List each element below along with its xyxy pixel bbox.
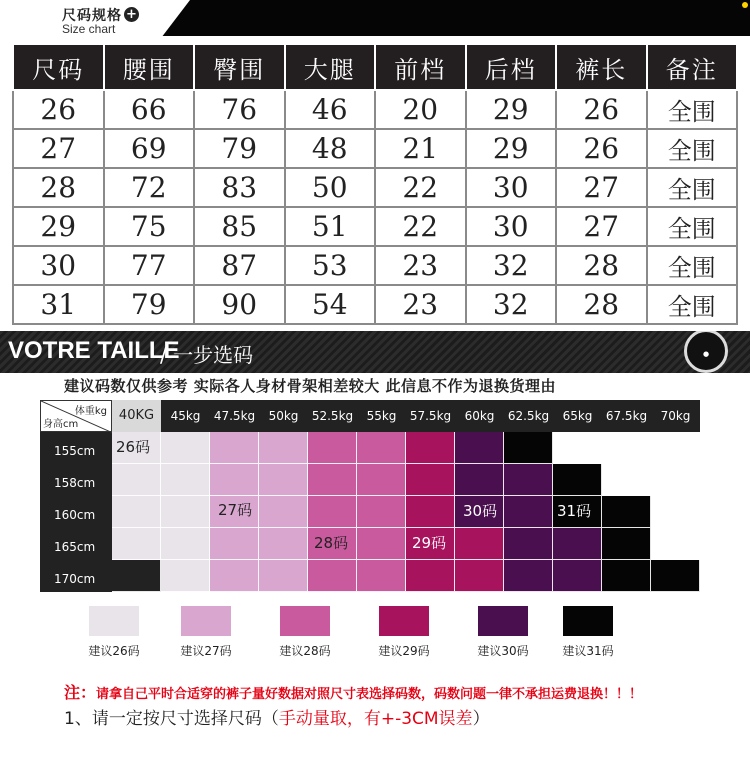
size-table-cell: 48	[285, 129, 376, 168]
size-table-cell: 32	[466, 246, 557, 285]
size-table-header	[13, 44, 737, 90]
zone-label-30: 30码	[463, 502, 498, 520]
size-table-cell: 20	[375, 90, 466, 129]
chart-cell	[553, 432, 602, 464]
chart-cell	[112, 528, 161, 560]
legend-swatch	[89, 606, 139, 636]
legend-item	[176, 606, 236, 659]
red-note	[64, 680, 642, 703]
size-table-cell: 79	[104, 285, 195, 324]
legend-item	[374, 606, 434, 659]
col-length: 裤长	[556, 44, 647, 90]
red-note-prefix: 注：	[64, 683, 97, 702]
weight-header: 65kg	[562, 409, 593, 423]
chart-cell	[161, 496, 210, 528]
chart-cell	[161, 528, 210, 560]
size-table-cell: 32	[466, 285, 557, 324]
brand-badge-icon: ●	[684, 331, 728, 373]
chart-cell	[455, 432, 504, 464]
chart-cell	[504, 432, 553, 464]
size-table-row	[13, 207, 737, 246]
size-table-cell: 76	[194, 90, 285, 129]
size-table-row	[13, 168, 737, 207]
red-note-text: 请拿自己平时合适穿的裤子量好数据对照尺寸表选择码数，码数问题一律不承担运费退换！！！	[96, 687, 643, 702]
votre-taille-title: VOTRE TAILLE	[8, 337, 180, 364]
weight-header: 47.5kg	[213, 409, 256, 423]
chart-cell	[112, 496, 161, 528]
chart-cell	[112, 464, 161, 496]
size-table-cell: 26	[556, 129, 647, 168]
legend-swatch	[181, 606, 231, 636]
chart-cell	[308, 496, 357, 528]
height-label: 160cm	[54, 508, 96, 522]
size-table-cell: 26	[556, 90, 647, 129]
size-table-body	[13, 90, 737, 324]
size-table-row	[13, 246, 737, 285]
weight-header: 45kg	[170, 409, 201, 423]
weight-header: 55kg	[366, 409, 397, 423]
size-table-cell: 46	[285, 90, 376, 129]
chart-cell	[259, 560, 308, 592]
size-table-cell: 23	[375, 246, 466, 285]
chart-cell	[651, 560, 700, 592]
chart-cell	[210, 560, 259, 592]
instruction-red: 手动量取，有+-3CM误差	[278, 709, 473, 729]
chart-cell	[259, 496, 308, 528]
legend-label: 建议28码	[279, 644, 331, 658]
chart-cell	[504, 528, 553, 560]
chart-cell	[553, 560, 602, 592]
size-table-cell: 26	[13, 90, 104, 129]
legend-item	[558, 606, 618, 659]
chart-cell	[406, 464, 455, 496]
size-table-cell: 28	[13, 168, 104, 207]
legend-label: 建议29码	[378, 644, 430, 658]
size-table-cell: 66	[104, 90, 195, 129]
weight-header: 62.5kg	[507, 409, 550, 423]
height-label: 158cm	[54, 476, 96, 490]
col-thigh: 大腿	[285, 44, 376, 90]
instruction-prefix: 1、请一定按尺寸选择尺码（	[64, 709, 279, 729]
legend-label: 建议27码	[180, 644, 232, 658]
legend-label: 建议31码	[562, 644, 614, 658]
chart-cell	[651, 528, 700, 560]
size-table-cell: 27	[556, 207, 647, 246]
weight-header: 40KG	[112, 400, 161, 432]
size-table-cell: 全围	[647, 207, 738, 246]
size-table-cell: 87	[194, 246, 285, 285]
size-table-cell: 全围	[647, 90, 738, 129]
col-front-rise: 前档	[375, 44, 466, 90]
chart-cell	[602, 432, 651, 464]
chart-cell	[553, 528, 602, 560]
votre-taille-subtitle: / 一步选码	[160, 343, 254, 367]
size-table-cell: 全围	[647, 246, 738, 285]
col-size: 尺码	[13, 44, 104, 90]
chart-cell	[406, 496, 455, 528]
size-table-cell: 77	[104, 246, 195, 285]
chart-cell	[504, 560, 553, 592]
size-table-cell: 27	[556, 168, 647, 207]
size-table-cell: 69	[104, 129, 195, 168]
chart-cell	[553, 464, 602, 496]
weight-header: 67.5kg	[605, 409, 648, 423]
chart-cell	[455, 464, 504, 496]
chart-cell	[259, 432, 308, 464]
size-table-cell: 30	[13, 246, 104, 285]
size-table-cell: 31	[13, 285, 104, 324]
weight-header: 52.5kg	[311, 409, 354, 423]
chart-corner	[40, 400, 112, 432]
disclaimer-text: 建议码数仅供参考 实际各人身材骨架相差较大 此信息不作为退换货理由	[64, 377, 556, 395]
chart-cell	[308, 560, 357, 592]
size-table-row	[13, 90, 737, 129]
size-table-cell: 75	[104, 207, 195, 246]
size-table-cell: 22	[375, 207, 466, 246]
legend-swatch	[280, 606, 330, 636]
chart-cell	[602, 496, 651, 528]
chart-cell	[210, 528, 259, 560]
size-chart-subtitle: Size chart	[62, 22, 116, 36]
weight-header: 70kg	[660, 409, 691, 423]
chart-cell	[112, 560, 161, 592]
chart-cell	[602, 528, 651, 560]
chart-cell	[308, 432, 357, 464]
legend-label: 建议30码	[477, 644, 529, 658]
chart-cell	[651, 464, 700, 496]
size-table-cell: 23	[375, 285, 466, 324]
col-hip: 臀围	[194, 44, 285, 90]
col-back-rise: 后档	[466, 44, 557, 90]
chart-cell	[161, 560, 210, 592]
chart-cell	[259, 528, 308, 560]
legend-item	[473, 606, 533, 659]
legend-item	[275, 606, 335, 659]
legend-label: 建议26码	[88, 644, 140, 658]
votre-taille-banner	[0, 331, 750, 373]
col-note: 备注	[647, 44, 738, 90]
size-table-cell: 28	[556, 285, 647, 324]
size-table-cell: 72	[104, 168, 195, 207]
chart-cell	[161, 432, 210, 464]
chart-cell	[161, 464, 210, 496]
size-table-cell: 21	[375, 129, 466, 168]
zone-label-26: 26码	[116, 438, 151, 456]
weight-header: 60kg	[464, 409, 495, 423]
height-label: 155cm	[54, 444, 96, 458]
legend-swatch	[478, 606, 528, 636]
size-table-cell: 50	[285, 168, 376, 207]
chart-cell	[357, 496, 406, 528]
size-table-cell: 28	[556, 246, 647, 285]
zone-label-28: 28码	[314, 534, 349, 552]
size-table-cell: 51	[285, 207, 376, 246]
zone-label-29: 29码	[412, 534, 447, 552]
chart-cell	[455, 560, 504, 592]
size-table-cell: 53	[285, 246, 376, 285]
instruction-suffix: ）	[472, 709, 490, 729]
size-table-cell: 85	[194, 207, 285, 246]
size-table-cell: 29	[466, 90, 557, 129]
banner-yellow-dot	[742, 2, 748, 8]
chart-cell	[455, 528, 504, 560]
size-chart-title: 尺码规格	[62, 8, 122, 24]
weight-height-chart	[40, 400, 700, 592]
chart-cell	[602, 464, 651, 496]
chart-cell	[602, 560, 651, 592]
chart-cell	[210, 432, 259, 464]
zone-label-27: 27码	[218, 501, 253, 519]
chart-cell	[357, 560, 406, 592]
instruction	[64, 704, 490, 729]
chart-cell	[357, 464, 406, 496]
size-table-cell: 27	[13, 129, 104, 168]
chart-cell	[357, 432, 406, 464]
chart-cell	[504, 496, 553, 528]
chart-cell	[210, 464, 259, 496]
chart-cell	[504, 464, 553, 496]
chart-cell	[308, 464, 357, 496]
size-table-row	[13, 285, 737, 324]
size-table-cell: 30	[466, 168, 557, 207]
height-label: 170cm	[54, 572, 96, 586]
chart-cell	[651, 496, 700, 528]
size-table-cell: 30	[466, 207, 557, 246]
plus-circle-icon: +	[124, 7, 139, 22]
legend-item	[84, 606, 144, 659]
top-banner	[0, 0, 750, 42]
size-table-cell: 90	[194, 285, 285, 324]
corner-weight-label: 体重kg	[74, 406, 107, 417]
col-waist: 腰围	[104, 44, 195, 90]
chart-cell	[651, 432, 700, 464]
chart-cell	[259, 464, 308, 496]
size-table-cell: 83	[194, 168, 285, 207]
size-table	[12, 43, 738, 325]
chart-cell	[406, 560, 455, 592]
chart-cell	[357, 528, 406, 560]
size-table-cell: 全围	[647, 129, 738, 168]
size-table-row	[13, 129, 737, 168]
size-table-cell: 54	[285, 285, 376, 324]
size-table-cell: 29	[13, 207, 104, 246]
size-table-cell: 29	[466, 129, 557, 168]
weight-header: 57.5kg	[409, 409, 452, 423]
weight-header: 50kg	[268, 409, 299, 423]
size-table-cell: 79	[194, 129, 285, 168]
legend-swatch	[563, 606, 613, 636]
size-table-cell: 22	[375, 168, 466, 207]
corner-height-label: 身高cm	[43, 419, 79, 430]
size-table-cell: 全围	[647, 285, 738, 324]
legend-swatch	[379, 606, 429, 636]
chart-cell	[406, 432, 455, 464]
zone-label-31: 31码	[557, 502, 592, 520]
height-label: 165cm	[54, 540, 96, 554]
size-table-cell: 全围	[647, 168, 738, 207]
